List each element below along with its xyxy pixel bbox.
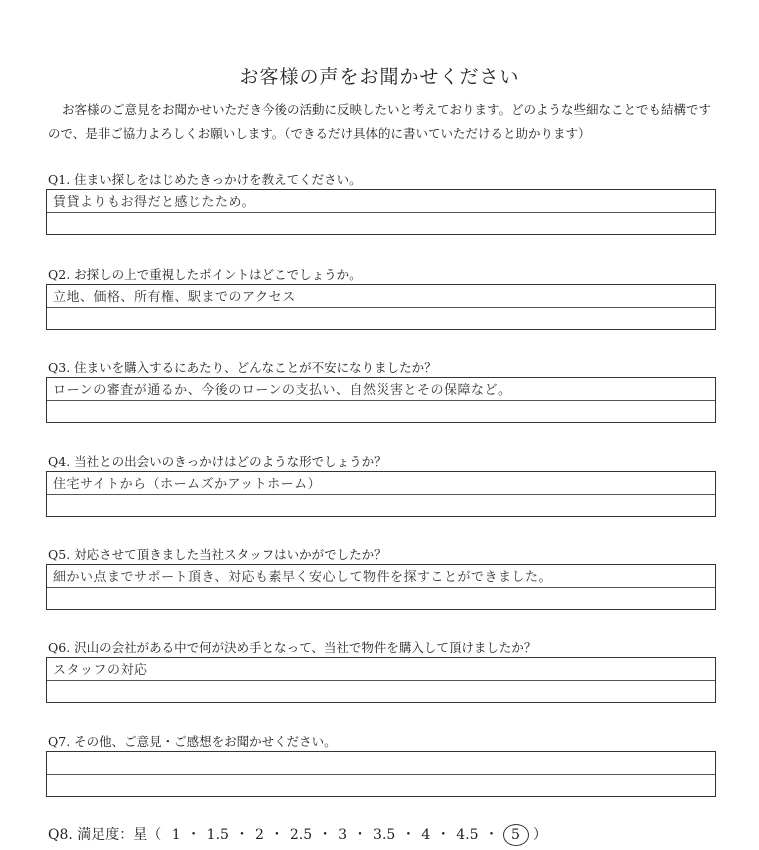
question-3-answer-box[interactable]	[46, 377, 716, 423]
question-1-answer: 賃貸よりもお得だと感じたため。	[53, 195, 255, 210]
answer-divider	[47, 400, 715, 401]
question-3-answer: ローンの審査が通るか、今後のローンの支払い、自然災害とその保障など。	[53, 383, 512, 398]
answer-divider	[47, 494, 715, 495]
question-2-label: Q2. お探しの上で重視したポイントはどこでしょうか。	[48, 267, 362, 282]
answer-divider	[47, 212, 715, 213]
question-3-label: Q3. 住まいを購入するにあたり、どんなことが不安になりましたか？	[48, 360, 437, 375]
answer-divider	[47, 307, 715, 308]
rating-separator: ・	[401, 827, 416, 843]
answer-divider	[47, 587, 715, 588]
question-5-answer-box[interactable]	[46, 564, 716, 610]
question-6-answer: スタッフの対応	[53, 663, 148, 678]
rating-separator: ・	[186, 827, 201, 843]
answer-divider	[47, 680, 715, 681]
intro-text: お客様のご意見をお聞かせいただき今後の活動に反映したいと考えております。どのような些細なことでも結構ですので、是非ご協力よろしくお願いします。（できるだけ具体的に書いていただけると助かります）	[48, 102, 712, 141]
question-6-label: Q6. 沢山の会社がある中で何が決め手となって、当社で物件を購入して頂けましたか？	[48, 640, 537, 655]
question-7-label: Q7. その他、ご意見・ご感想をお聞かせください。	[48, 734, 337, 749]
satisfaction-label: Q8. 満足度：星（	[48, 827, 162, 843]
rating-option-2[interactable]: 2	[254, 827, 264, 843]
answer-divider	[47, 774, 715, 775]
satisfaction-close: ）	[532, 827, 547, 843]
rating-option-5[interactable]: 5	[503, 824, 529, 846]
rating-separator: ・	[353, 827, 368, 843]
rating-separator: ・	[484, 827, 499, 843]
rating-option-4[interactable]: 4	[421, 827, 431, 843]
question-1-label: Q1. 住まい探しをはじめたきっかけを教えてください。	[48, 172, 362, 187]
question-7-answer-box[interactable]	[46, 751, 716, 797]
rating-option-3-5[interactable]: 3.5	[373, 827, 396, 843]
rating-separator: ・	[436, 827, 451, 843]
question-5-label: Q5. 対応させて頂きました当社スタッフはいかがでしたか？	[48, 547, 387, 562]
question-1-answer-box[interactable]	[46, 189, 716, 235]
rating-option-3[interactable]: 3	[338, 827, 348, 843]
satisfaction-options	[170, 827, 529, 843]
rating-option-1-5[interactable]: 1.5	[206, 827, 229, 843]
question-4-answer: 住宅サイトから（ホームズかアットホーム）	[53, 477, 322, 492]
rating-separator: ・	[234, 827, 249, 843]
survey-title: お客様の声をお聞かせください	[239, 66, 520, 88]
question-2-answer-box[interactable]	[46, 284, 716, 330]
question-5-answer: 細かい点までサポート頂き、対応も素早く安心して物件を探すことができました。	[53, 570, 552, 585]
rating-separator: ・	[269, 827, 284, 843]
rating-option-4-5[interactable]: 4.5	[456, 827, 479, 843]
question-4-label: Q4. 当社との出会いのきっかけはどのような形でしょうか？	[48, 454, 387, 469]
satisfaction-rating	[48, 824, 547, 846]
rating-option-1[interactable]: 1	[171, 827, 181, 843]
rating-option-2-5[interactable]: 2.5	[289, 827, 313, 843]
question-4-answer-box[interactable]	[46, 471, 716, 517]
question-2-answer: 立地、価格、所有権、駅までのアクセス	[53, 290, 296, 305]
question-6-answer-box[interactable]	[46, 657, 716, 703]
rating-separator: ・	[318, 827, 333, 843]
